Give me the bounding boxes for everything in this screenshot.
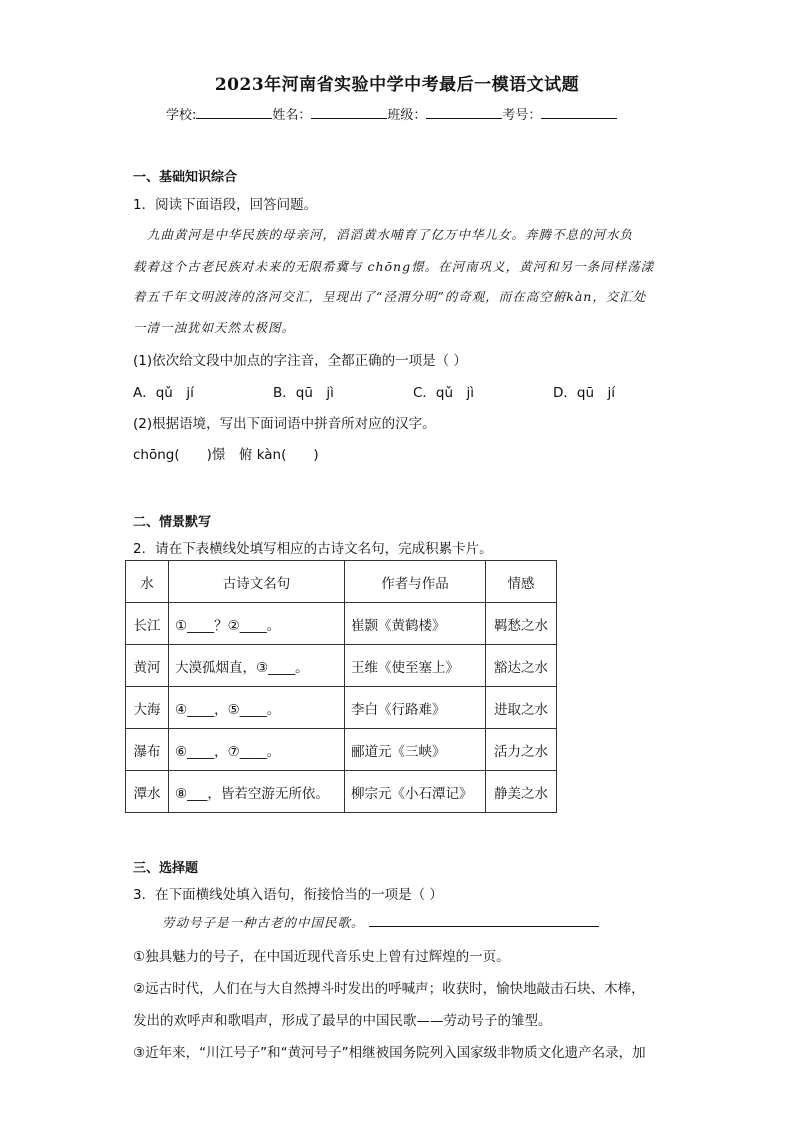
sub-question-1: (1)依次给文段中加点的字注音，全都正确的一项是（ ） <box>133 353 467 369</box>
emotion-cell: 静美之水 <box>486 771 557 813</box>
author-cell: 王维《使至塞上》 <box>345 645 486 687</box>
passage-line: 一清一浊犹如天然太极图。 <box>133 320 296 335</box>
passage-line: 九曲黄河是中华民族的母亲河，滔滔黄水哺育了亿万中华儿女。奔腾不息的河水负 <box>147 227 634 242</box>
student-info-line <box>166 104 617 123</box>
water-cell: 大海 <box>126 687 169 729</box>
author-cell: 柳宗元《小石潭记》 <box>345 771 486 813</box>
list-item: ②远古时代，人们在与大自然搏斗时发出的呼喊声；收获时，愉快地敲击石块、木棒， <box>133 981 645 997</box>
question-3-stem: 3．在下面横线处填入语句，衔接恰当的一项是（ ） <box>133 887 443 903</box>
name-blank[interactable] <box>311 106 387 119</box>
emotion-cell: 羁愁之水 <box>486 603 557 645</box>
question-3-lead <box>162 913 599 931</box>
verse-cell[interactable]: ④____，⑤____。 <box>169 687 345 729</box>
column-header: 情感 <box>486 561 557 603</box>
verse-cell[interactable]: ⑧___，皆若空游无所依。 <box>169 771 345 813</box>
table-header-row <box>126 561 557 603</box>
emotion-cell: 活力之水 <box>486 729 557 771</box>
water-cell: 潭水 <box>126 771 169 813</box>
question-3-lead-text: 劳动号子是一种古老的中国民歌。 <box>162 915 365 930</box>
answer-blank[interactable] <box>369 914 599 927</box>
emotion-cell: 豁达之水 <box>486 645 557 687</box>
number-label: 考号： <box>502 108 542 123</box>
table-row <box>126 729 557 771</box>
sub-question-2-answer[interactable]: chōng( )憬 俯 kàn( ) <box>133 447 319 463</box>
table-row <box>126 687 557 729</box>
verse-cell[interactable]: ⑥____，⑦____。 <box>169 729 345 771</box>
poem-table <box>125 560 557 813</box>
school-blank[interactable] <box>196 106 272 119</box>
list-item: ③近年来，“川江号子”和“黄河号子”相继被国务院列入国家级非物质文化遗产名录，加 <box>133 1045 646 1061</box>
water-cell: 瀑布 <box>126 729 169 771</box>
column-header: 水 <box>126 561 169 603</box>
options-row <box>133 381 693 401</box>
passage-line: 载着这个古老民族对未来的无限希冀与 chōng憬。在河南巩义，黄河和另一条同样荡漾 <box>133 259 655 274</box>
question-1-stem: 1．阅读下面语段，回答问题。 <box>133 197 318 213</box>
name-label: 姓名： <box>272 108 312 123</box>
passage-line: 着五千年文明波涛的洛河交汇，呈现出了“泾渭分明”的奇观，而在高空俯kàn，交汇处 <box>133 289 647 304</box>
school-label: 学校: <box>166 108 197 123</box>
option-c[interactable]: C．qǔ jì <box>413 385 475 401</box>
emotion-cell: 进取之水 <box>486 687 557 729</box>
table-row <box>126 603 557 645</box>
class-label: 班级： <box>387 108 427 123</box>
class-blank[interactable] <box>426 106 502 119</box>
table-row <box>126 771 557 813</box>
column-header: 古诗文名句 <box>169 561 345 603</box>
option-b[interactable]: B．qū jì <box>273 385 334 401</box>
option-d[interactable]: D．qū jí <box>553 385 616 401</box>
author-cell: 崔颢《黄鹤楼》 <box>345 603 486 645</box>
verse-cell[interactable]: ①____？②____。 <box>169 603 345 645</box>
question-2-stem: 2．请在下表横线处填写相应的古诗文名句，完成积累卡片。 <box>133 541 493 557</box>
page-title: 2023年河南省实验中学中考最后一模语文试题 <box>214 75 580 95</box>
water-cell: 黄河 <box>126 645 169 687</box>
section-heading-1: 一、基础知识综合 <box>133 170 238 185</box>
author-cell: 郦道元《三峡》 <box>345 729 486 771</box>
column-header: 作者与作品 <box>345 561 486 603</box>
option-a[interactable]: A．qǔ jí <box>133 385 194 401</box>
sub-question-2: (2)根据语境，写出下面词语中拼音所对应的汉字。 <box>133 416 436 432</box>
list-item: 发出的欢呼声和歌唱声，形成了最早的中国民歌——劳动号子的雏型。 <box>133 1013 552 1029</box>
table-row <box>126 645 557 687</box>
water-cell: 长江 <box>126 603 169 645</box>
author-cell: 李白《行路难》 <box>345 687 486 729</box>
section-heading-3: 三、选择题 <box>133 861 199 876</box>
list-item: ①独具魅力的号子，在中国近现代音乐史上曾有过辉煌的一页。 <box>133 949 510 965</box>
section-heading-2: 二、情景默写 <box>133 515 212 530</box>
verse-cell[interactable]: 大漠孤烟直，③____。 <box>169 645 345 687</box>
number-blank[interactable] <box>541 106 617 119</box>
